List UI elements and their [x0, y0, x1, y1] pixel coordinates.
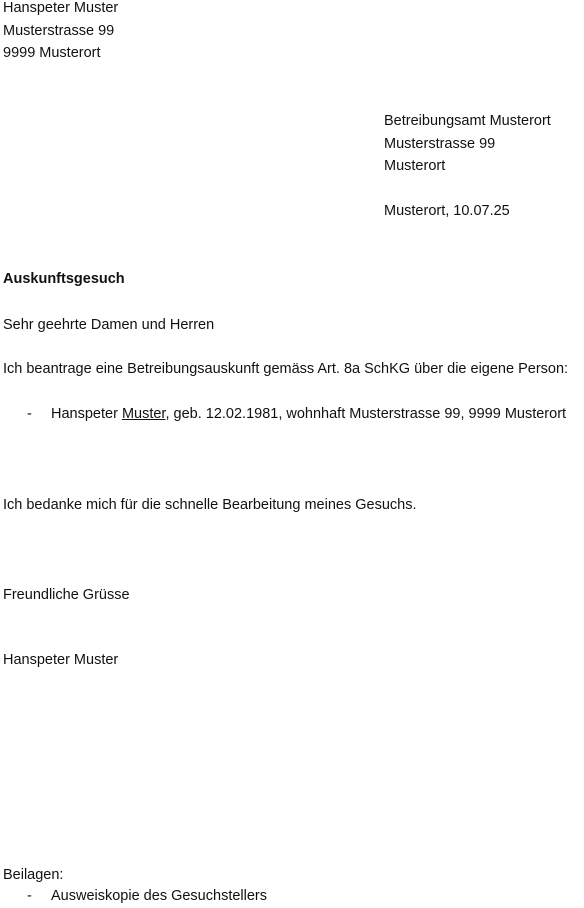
sender-street: Musterstrasse 99 [3, 22, 115, 39]
thanks-paragraph: Ich bedanke mich für die schnelle Bearbeitung meines Gesuchs. [3, 497, 417, 513]
closing-greeting: Freundliche Grüsse [3, 587, 130, 603]
sender-address-block [3, 0, 118, 65]
sender-name: Hanspeter Muster [3, 0, 119, 16]
recipient-address-block [384, 110, 551, 178]
person-last-name: Muster [121, 406, 166, 422]
person-first-name: Hanspeter [51, 406, 122, 422]
person-details [51, 403, 566, 426]
recipient-office: Betreibungsamt Musterort [384, 113, 551, 129]
bullet-dash: - [27, 406, 32, 422]
recipient-street: Musterstrasse 99 [384, 135, 496, 152]
request-paragraph: Ich beantrage eine Betreibungsauskunft gemäss Art. 8a SchKG über die eigene Person: [3, 361, 569, 377]
salutation: Sehr geehrte Damen und Herren [3, 317, 215, 333]
letter-subject: Auskunftsgesuch [3, 271, 125, 287]
date-line: Musterort, 10.07.25 [384, 203, 510, 219]
attachments-label: Beilagen: [3, 867, 64, 883]
attachment-text: Ausweiskopie des Gesuchstellers [51, 888, 267, 904]
sender-city: 9999 Musterort [3, 45, 101, 61]
bullet-dash: - [27, 888, 32, 904]
signature-name: Hanspeter Muster [3, 652, 119, 668]
recipient-city: Musterort [384, 158, 446, 174]
person-birth-and-address: , geb. 12.02.1981, wohnhaft Musterstrasse 99, 9999 Musterort [165, 406, 567, 422]
